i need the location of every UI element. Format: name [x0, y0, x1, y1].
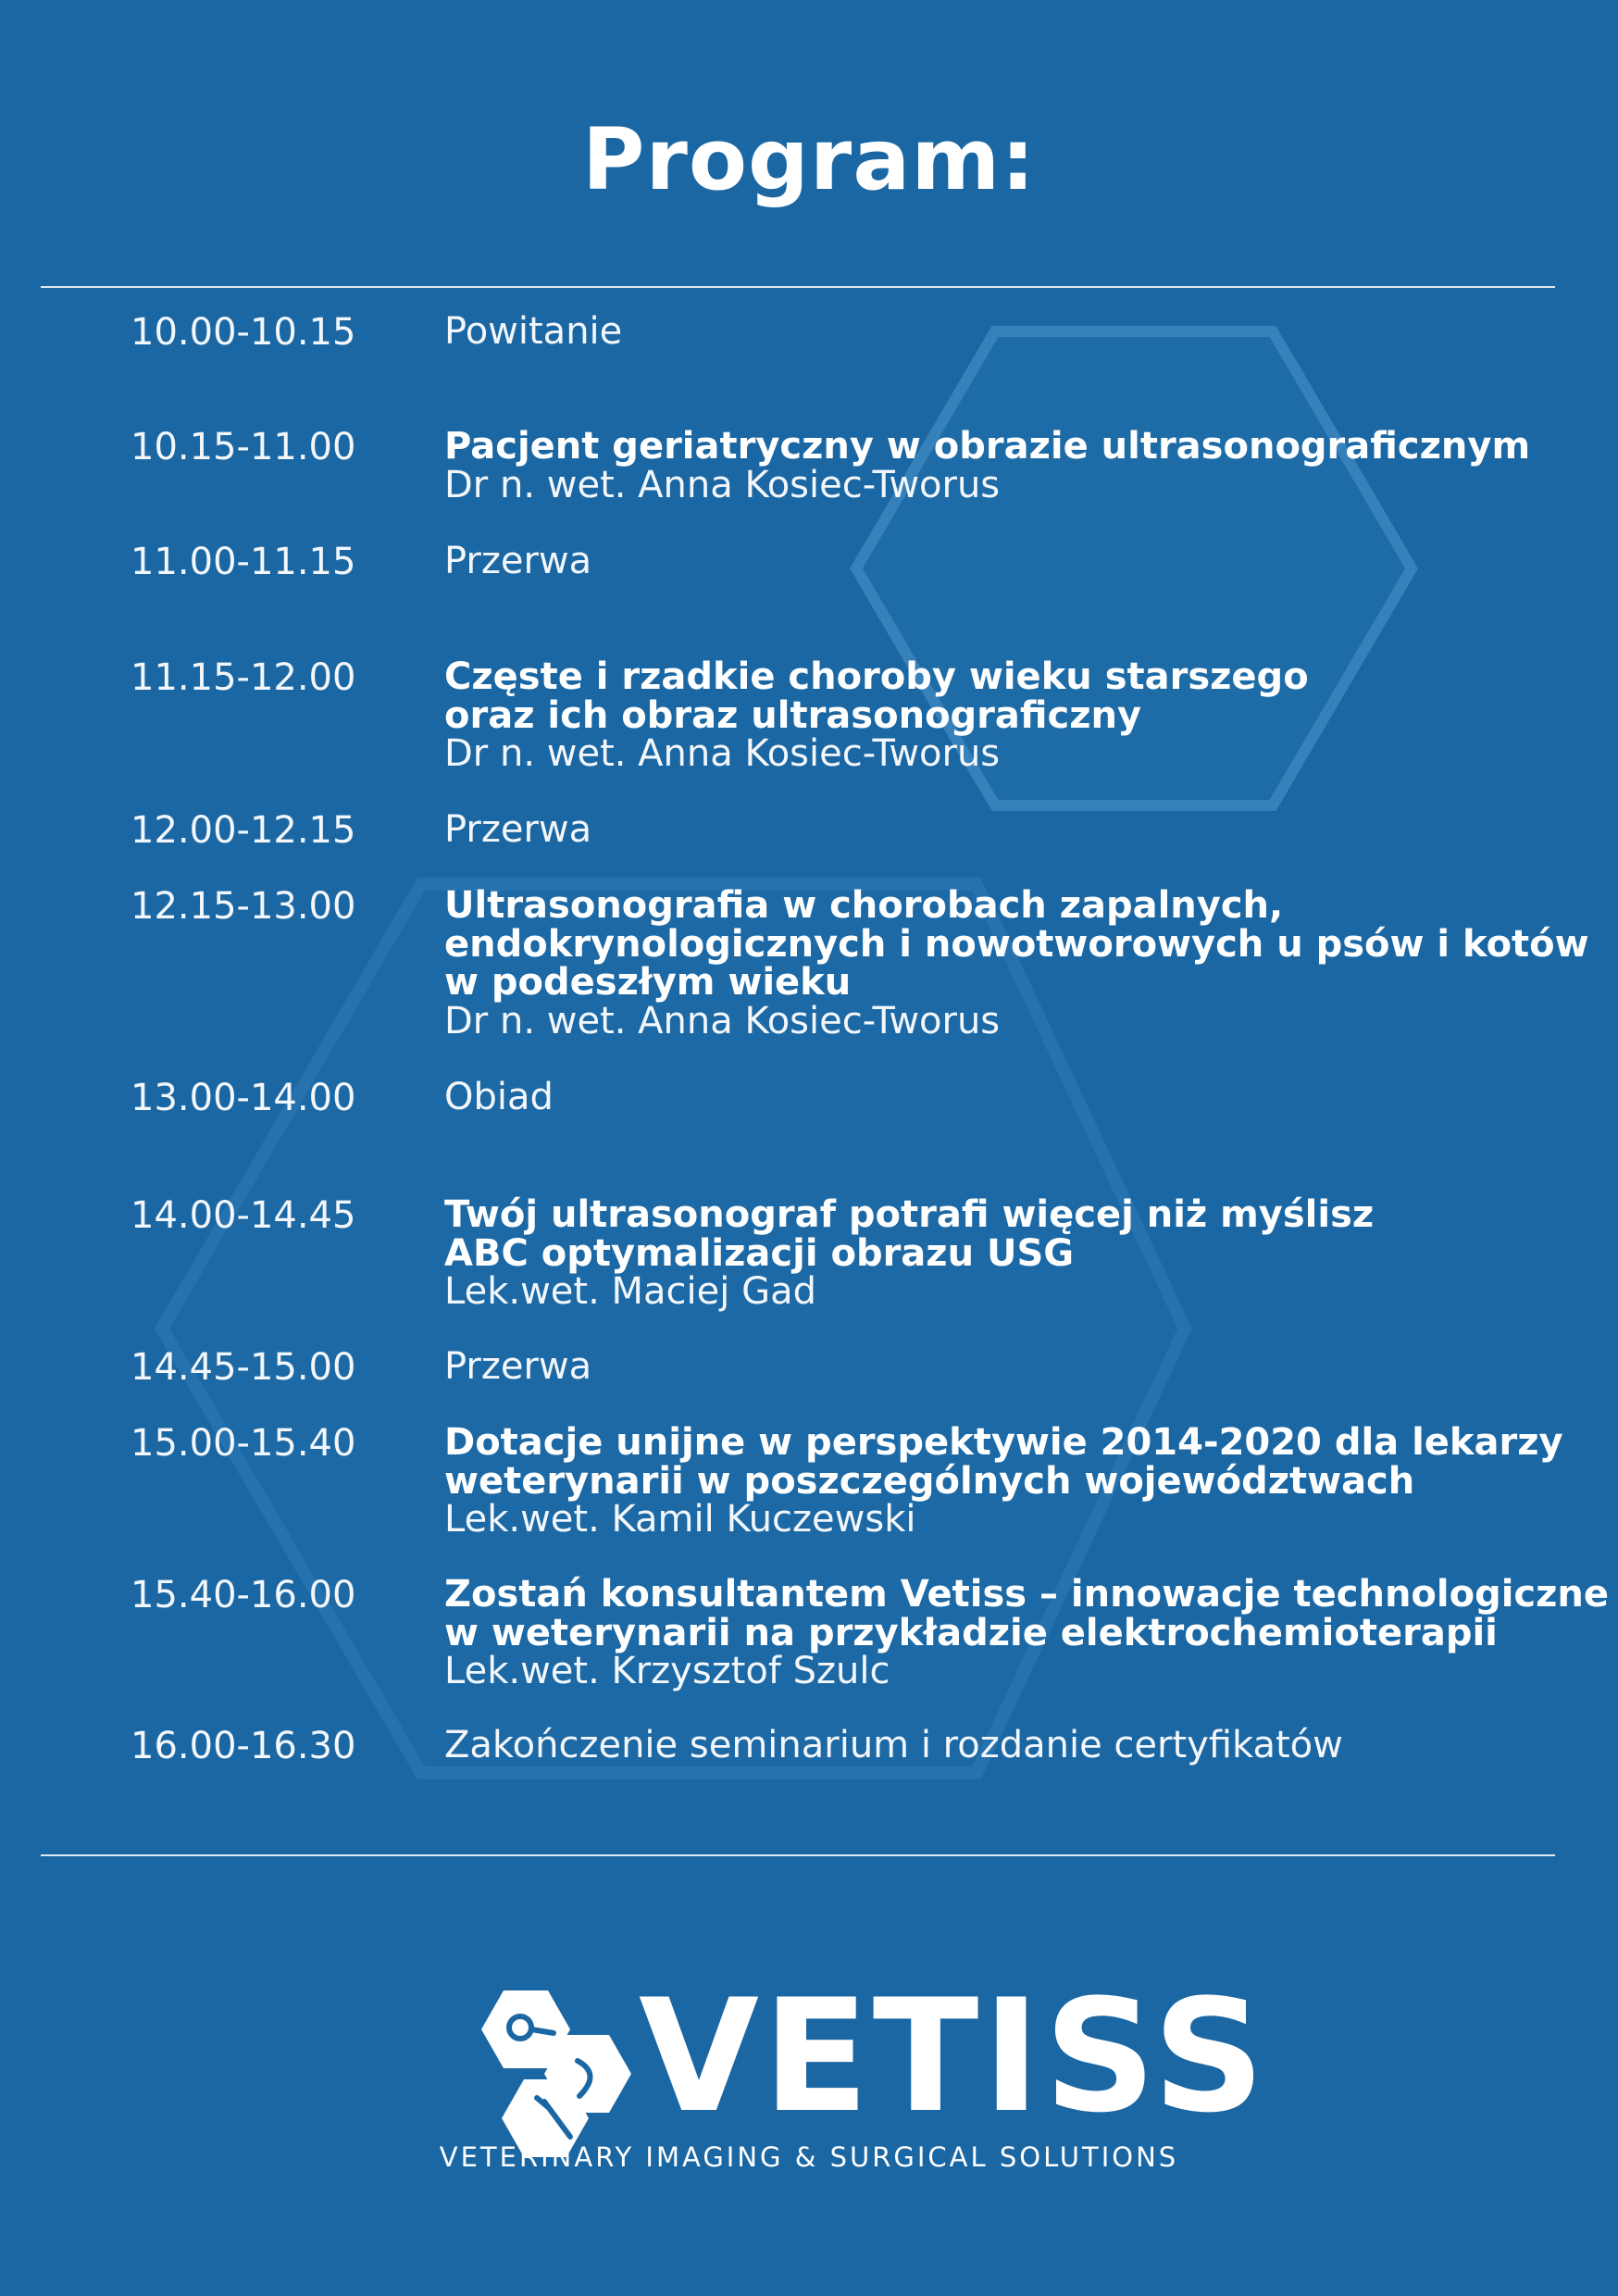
event-title-line: ABC optymalizacji obrazu USG [444, 1231, 1075, 1275]
event-detail-line: Przerwa [444, 1345, 592, 1388]
event-title-line: Twój ultrasonograf potrafi więcej niż myślisz [444, 1193, 1375, 1236]
event-title-line: Pacjent geriatryczny w obrazie ultrasonograficznym [444, 425, 1531, 468]
schedule-event [444, 808, 1574, 851]
schedule-time: 10.15-11.00 [131, 426, 356, 468]
schedule-time: 14.00-14.45 [131, 1194, 356, 1237]
event-detail-line: Zakończenie seminarium i rozdanie certyfikatów [444, 1724, 1343, 1766]
logo-wordmark: VETISS [639, 1965, 1269, 2147]
schedule-event [444, 1573, 1610, 1692]
event-title-line: Ultrasonografia w chorobach zapalnych, [444, 884, 1284, 927]
event-detail-line: Lek.wet. Maciej Gad [444, 1270, 816, 1313]
schedule-event [444, 540, 1574, 582]
schedule-event [444, 1076, 1574, 1118]
bottom-divider [41, 1854, 1555, 1856]
event-detail-line: Dr n. wet. Anna Kosiec-Tworus [444, 463, 1001, 506]
schedule-time: 16.00-16.30 [131, 1725, 356, 1767]
event-title-line: Częste i rzadkie choroby wieku starszego [444, 655, 1309, 698]
event-title-line: w podeszłym wieku [444, 961, 852, 1004]
schedule-time: 11.15-12.00 [131, 656, 356, 699]
schedule-time: 12.00-12.15 [131, 809, 356, 852]
event-detail-line: Lek.wet. Krzysztof Szulc [444, 1650, 890, 1692]
event-detail-line: Przerwa [444, 540, 592, 582]
schedule-time: 14.45-15.00 [131, 1346, 356, 1389]
event-detail-line: Dr n. wet. Anna Kosiec-Tworus [444, 999, 1001, 1042]
schedule-event [444, 655, 1574, 775]
schedule-time: 13.00-14.00 [131, 1077, 356, 1119]
schedule-time: 15.40-16.00 [131, 1574, 356, 1616]
event-title-line: Dotacje unijne w perspektywie 2014-2020 dla lekarzy [444, 1421, 1563, 1464]
event-title-line: endokrynologicznych i nowotworowych u psów i kotów [444, 922, 1589, 966]
page-title: Program: [582, 110, 1036, 209]
schedule-time: 11.00-11.15 [131, 541, 356, 583]
schedule-time: 10.00-10.15 [131, 311, 356, 354]
schedule-time: 15.00-15.40 [131, 1422, 356, 1465]
schedule-event [444, 1193, 1574, 1313]
event-detail-line: Lek.wet. Kamil Kuczewski [444, 1498, 916, 1541]
schedule-event [444, 1421, 1574, 1541]
event-detail-line: Obiad [444, 1076, 554, 1118]
schedule-event [444, 310, 1574, 353]
schedule-time: 12.15-13.00 [131, 885, 356, 928]
top-divider [41, 286, 1555, 288]
event-title-line: Zostań konsultantem Vetiss – innowacje technologiczne [444, 1573, 1610, 1616]
event-title-line: weterynarii w poszczególnych województwach [444, 1459, 1415, 1503]
logo-tagline: VETERINARY IMAGING & SURGICAL SOLUTIONS [439, 2141, 1179, 2173]
event-detail-line: Przerwa [444, 808, 592, 851]
event-detail-line: Powitanie [444, 310, 623, 353]
event-title-line: w weterynarii na przykładzie elektrochemioterapii [444, 1611, 1498, 1654]
schedule-event [444, 425, 1574, 506]
event-detail-line: Dr n. wet. Anna Kosiec-Tworus [444, 732, 1001, 775]
event-title-line: oraz ich obraz ultrasonograficzny [444, 693, 1142, 737]
schedule-event [444, 1345, 1574, 1388]
schedule-event [444, 884, 1589, 1042]
schedule-event [444, 1724, 1574, 1766]
